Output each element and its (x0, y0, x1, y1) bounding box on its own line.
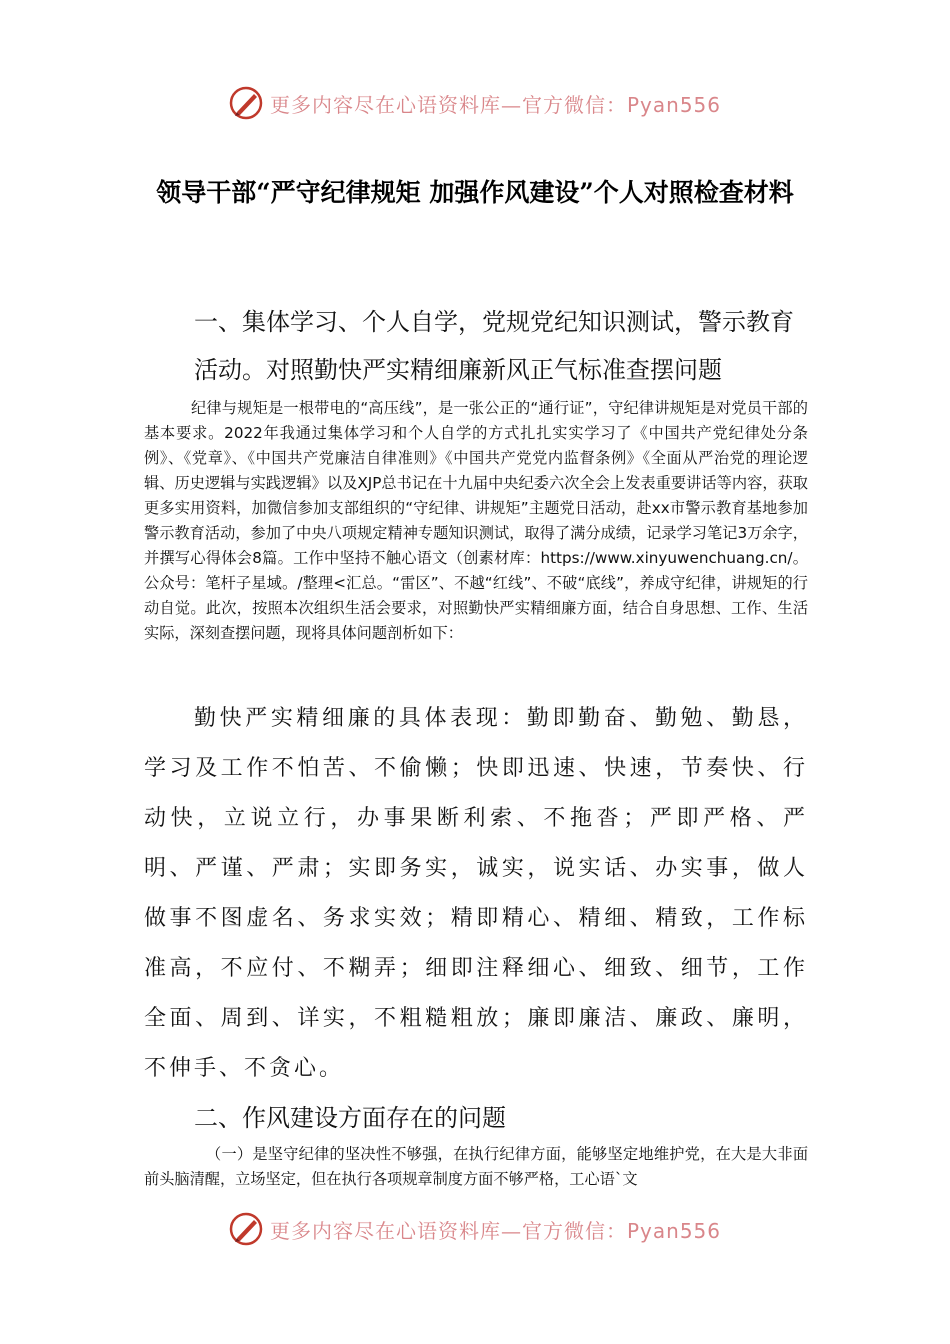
section-2-paragraph: （一）是坚守纪律的坚决性不够强，在执行纪律方面，能够坚定地维护党，在大是大非面前头脑清醒，立场坚定，但在执行各项规章制度方面不够严格，工心语`文 (144, 1145, 808, 1188)
pen-logo-icon (228, 1211, 264, 1247)
section-1-heading: 一、集体学习、个人自学，党规党纪知识测试，警示教育活动。对照勤快严实精细廉新风正气标准查摆问题 (194, 308, 794, 384)
footer-watermark-banner (228, 1209, 728, 1249)
banner-text: 更多内容尽在心语资料库—官方微信：Pyan556 (270, 92, 722, 117)
section-2-heading: 二、作风建设方面存在的问题 (194, 1104, 506, 1132)
header-watermark-banner (228, 83, 728, 123)
banner-text: 更多内容尽在心语资料库—官方微信：Pyan556 (270, 1218, 722, 1243)
section-1-big-paragraph: 勤快严实精细廉的具体表现：勤即勤奋、勤勉、勤恳，学习及工作不怕苦、不偷懒；快即迅速、快速，节奏快、行动快，立说立行，办事果断利索、不拖沓；严即严格、严明、严谨、严肃；实即务实，诚实，说实话、办实事，做人做事不图虚名、务求实效；精即精心、精细、精致，工作标准高，不应付、不糊弄；细即注释细心、细致、细节，工作全面、周到、详实，不粗糙粗放；廉即廉洁、廉政、廉明，不伸手、不贪心。 (144, 706, 808, 1081)
section-1-paragraph: 纪律与规矩是一根带电的“高压线”，是一张公正的“通行证”，守纪律讲规矩是对党员干部的基本要求。2022年我通过集体学习和个人自学的方式扎扎实实学习了《中国共产党纪律处分条例》、《党章》、《中国共产党廉洁自律准则》《中国共产党党内监督条例》《全面从严治党的理论逻辑、历史逻辑与实践逻辑》以及XJP总书记在十九届中央纪委六次全会上发表重要讲话等内容，获取更多实用资料，加微信参加支部组织的“守纪律、讲规矩”主题党日活动，赴xx市警示教育基地参加警示教育活动，参加了中央八项规定精神专题知识测试，取得了满分成绩，记录学习笔记3万余字，并撰写心得体会8篇。工作中坚持不触心语文（创素材库：https://www.xinyuwenchuang.cn/。公众号：笔杆子星域。/整理<汇总。“雷区”、不越“红线”、不破“底线”，养成守纪律，讲规矩的行动自觉。此次，按照本次组织生活会要求，对照勤快严实精细廉方面，结合自身思想、工作、生活实际，深刻查摆问题，现将具体问题剖析如下： (144, 399, 808, 642)
document-title: 领导干部“严守纪律规矩 加强作风建设”个人对照检查材料 (156, 178, 794, 207)
pen-logo-icon (228, 85, 264, 121)
